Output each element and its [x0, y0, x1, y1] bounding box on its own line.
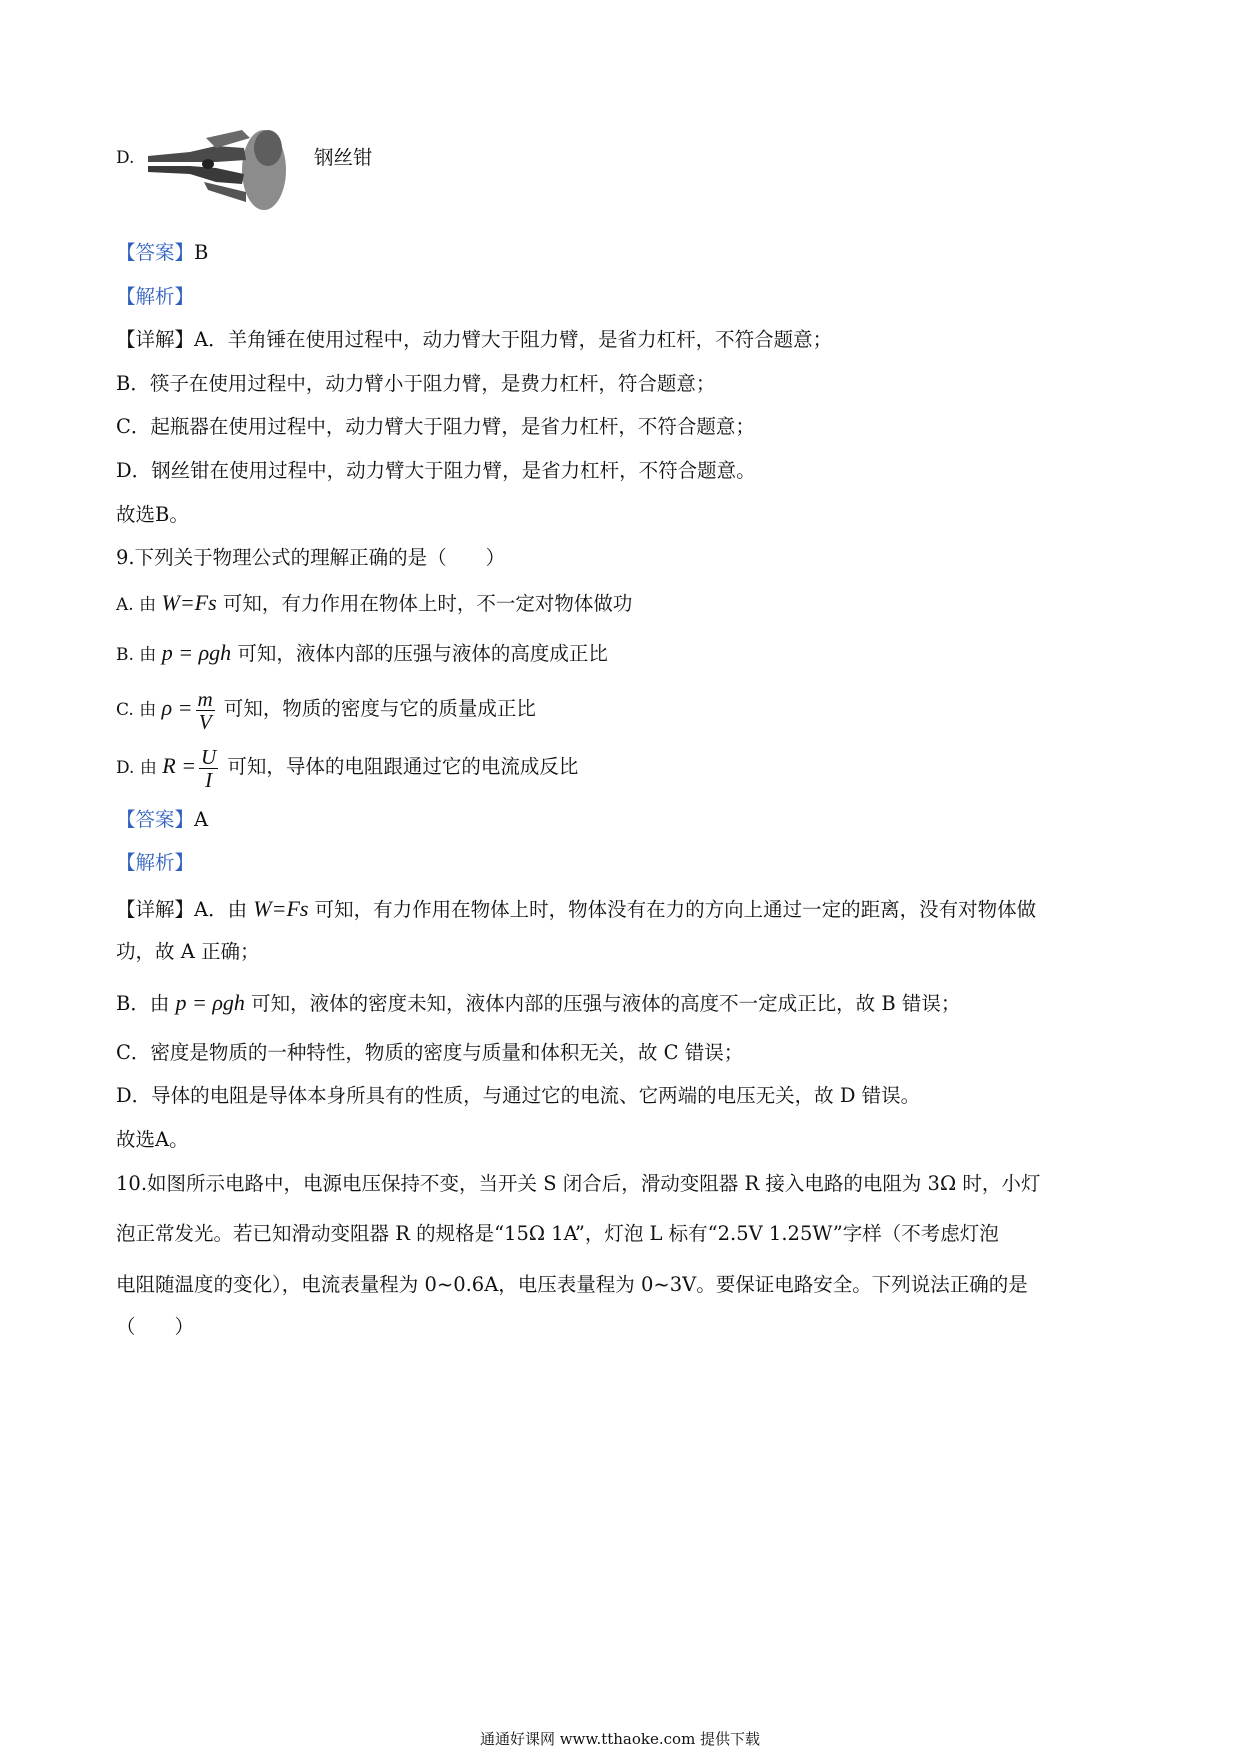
option-text: 可知，导体的电阻跟通过它的电流成反比	[221, 755, 579, 779]
detail-text: A．羊角锤在使用过程中，动力臂大于阻力臂，是省力杠杆，不符合题意；	[194, 328, 833, 351]
page-footer: 通通好课网 www.tthaoke.com 提供下载	[479, 1730, 761, 1748]
fraction-numerator: U	[201, 745, 217, 769]
detail-d-q8: D．钢丝钳在使用过程中，动力臂大于阻力臂，是省力杠杆，不符合题意。	[116, 459, 756, 482]
detail-a2-q9: 功，故 A 正确；	[116, 940, 260, 963]
formula-lhs: R =	[162, 753, 197, 779]
analysis-tag: 【解析】	[116, 851, 195, 874]
q9-option-c	[116, 688, 536, 733]
conclusion-q8: 故选B。	[116, 503, 189, 526]
question-10-line-3: 电阻随温度的变化），电流表量程为 0~0.6A，电压表量程为 0~3V。要保证电路安全。下列说法正确的是	[116, 1273, 1028, 1296]
detail-text: A．由	[194, 898, 254, 921]
option-text: 可知，物质的密度与它的质量成正比	[217, 697, 536, 721]
formula: W=Fs	[253, 896, 309, 921]
answer-value: A	[194, 808, 209, 831]
option-text: 可知，液体内部的压强与液体的高度成正比	[231, 642, 608, 665]
question-10-line-4: （ ）	[116, 1315, 195, 1338]
detail-a-q9	[116, 898, 1036, 920]
detail-tag: 【详解】	[116, 898, 195, 921]
formula: p = ρgh	[175, 990, 245, 1015]
answer-line-q9	[116, 810, 208, 830]
question-9-stem: 9.下列关于物理公式的理解正确的是（ ）	[116, 546, 506, 569]
q9-option-a	[116, 592, 632, 614]
analysis-tag: 【解析】	[116, 285, 195, 308]
question-10-line-1: 10.如图所示电路中，电源电压保持不变，当开关 S 闭合后，滑动变阻器 R 接入电路的电阻为 3Ω 时，小灯	[116, 1172, 1041, 1195]
q9-option-d	[116, 746, 578, 791]
detail-c-q9: C．密度是物质的一种特性，物质的密度与质量和体积无关，故 C 错误；	[116, 1041, 744, 1064]
detail-tag: 【详解】	[116, 328, 195, 351]
q9-option-b	[116, 642, 608, 664]
pliers-image	[146, 118, 286, 214]
formula: W=Fs	[161, 590, 217, 615]
question-10-line-2: 泡正常发光。若已知滑动变阻器 R 的规格是“15Ω 1A”，灯泡 L 标有“2.5V 1.25W”字样（不考虑灯泡	[116, 1222, 999, 1245]
fraction	[196, 688, 215, 733]
fraction-denominator: V	[198, 710, 212, 735]
option-d-label: D.	[116, 148, 135, 168]
answer-tag: 【答案】	[116, 241, 195, 264]
option-prefix: B. 由	[116, 645, 162, 665]
detail-a-q8	[116, 330, 832, 350]
detail-b-q9	[116, 992, 960, 1014]
formula: p = ρgh	[161, 640, 232, 665]
detail-d-q9: D．导体的电阻是导体本身所具有的性质，与通过它的电流、它两端的电压无关，故 D 错误。	[116, 1084, 921, 1107]
formula-lhs: ρ =	[161, 695, 193, 721]
detail-c-q8: C．起瓶器在使用过程中，动力臂大于阻力臂，是省力杠杆，不符合题意；	[116, 415, 755, 438]
detail-text: 可知，液体的密度未知，液体内部的压强与液体的高度不一定成正比，故 B 错误；	[244, 992, 961, 1015]
option-prefix: D. 由	[116, 758, 163, 779]
option-d-text: 钢丝钳	[314, 146, 373, 169]
fraction-denominator: I	[205, 768, 213, 793]
detail-b-q8: B．筷子在使用过程中，动力臂小于阻力臂，是费力杠杆，符合题意；	[116, 372, 716, 395]
fraction-numerator: m	[197, 687, 213, 711]
detail-text: B．由	[116, 992, 176, 1015]
detail-text: 可知，有力作用在物体上时，物体没有在力的方向上通过一定的距离，没有对物体做	[308, 898, 1037, 921]
answer-tag: 【答案】	[116, 808, 195, 831]
answer-value: B	[194, 241, 209, 264]
fraction	[199, 746, 218, 791]
option-prefix: C. 由	[116, 700, 162, 721]
option-text: 可知，有力作用在物体上时，不一定对物体做功	[216, 592, 633, 615]
conclusion-q9: 故选A。	[116, 1128, 189, 1151]
option-prefix: A. 由	[116, 595, 162, 615]
answer-line-q8	[116, 243, 208, 263]
